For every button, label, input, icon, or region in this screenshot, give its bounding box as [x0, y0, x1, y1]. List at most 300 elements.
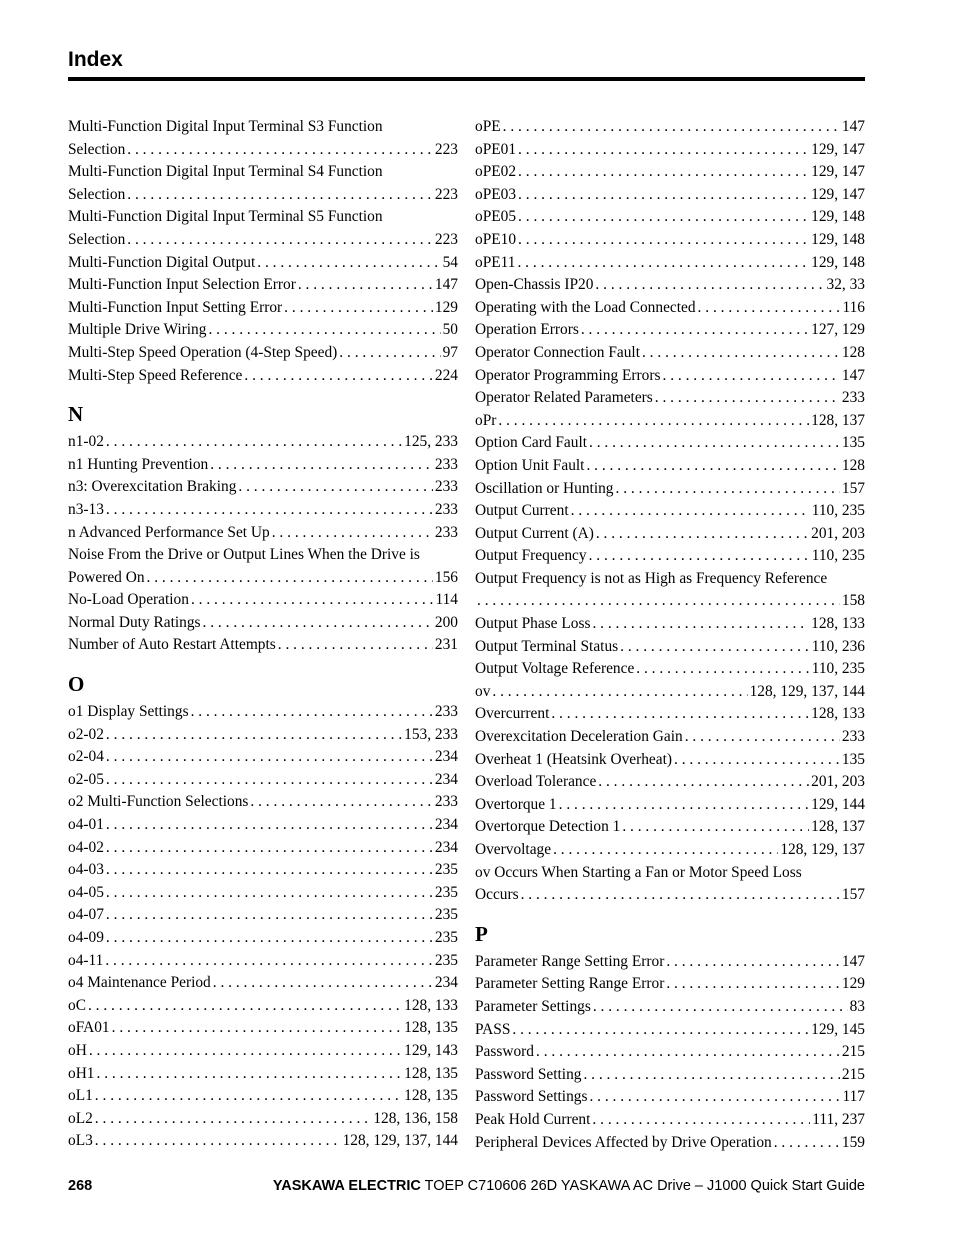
dot-leader — [203, 612, 433, 635]
dot-leader — [498, 410, 809, 433]
dot-leader — [571, 500, 810, 523]
dot-leader — [503, 116, 840, 139]
index-entry-pages: 223 — [434, 140, 458, 158]
dot-leader — [774, 1132, 840, 1155]
index-entry-term: oFA01 — [68, 1019, 110, 1037]
index-entry-pages: 128, 133 — [404, 996, 458, 1014]
index-entry-term: Multi-Function Input Setting Error — [68, 298, 283, 316]
dot-leader — [284, 297, 433, 320]
dot-leader — [250, 791, 433, 814]
index-entry — [475, 478, 865, 501]
dot-leader — [551, 703, 809, 726]
index-entry-pages: 128, 137 — [811, 818, 865, 836]
dot-leader — [642, 342, 840, 365]
dot-leader — [559, 794, 809, 817]
index-entry — [475, 1019, 865, 1042]
index-entry-term: o4-09 — [68, 929, 104, 946]
index-entry — [475, 996, 865, 1019]
index-entry — [68, 904, 458, 927]
index-entry-pages: 128 — [841, 456, 865, 474]
index-entry-pages: 110, 235 — [811, 660, 865, 678]
index-entry-pages: 215 — [841, 1065, 865, 1083]
dot-leader — [517, 252, 809, 275]
dot-leader — [622, 816, 809, 839]
dot-leader — [106, 499, 433, 522]
index-entry-pages: 128, 129, 137 — [780, 841, 865, 858]
index-entry — [475, 116, 865, 139]
index-entry-term: Password — [475, 1043, 534, 1061]
index-entry-pages: 233 — [434, 793, 458, 811]
index-entry-term: Selection — [68, 185, 126, 203]
index-entry — [475, 568, 865, 613]
dot-leader — [257, 252, 440, 275]
index-entry — [475, 1109, 865, 1132]
index-entry-pages: 223 — [434, 230, 458, 248]
index-entry-term: Output Voltage Reference — [475, 660, 635, 678]
index-entry — [68, 791, 458, 814]
index-entry-term: No-Load Operation — [68, 591, 189, 609]
index-entry-term: Password Settings — [475, 1088, 588, 1106]
index-entry-pages: 233 — [841, 728, 865, 746]
index-entry-pages: 129, 145 — [811, 1020, 865, 1038]
dot-leader — [655, 387, 840, 410]
dot-leader — [127, 229, 433, 252]
index-entry-term: oPE11 — [475, 253, 516, 271]
index-entry-pages: 127, 129 — [811, 321, 865, 339]
dot-leader — [518, 161, 809, 184]
index-entry-pages: 128, 135 — [404, 1064, 458, 1082]
index-entry-term-line: Output Frequency is not as High as Frequency Reference — [475, 569, 828, 587]
index-entry-term-line: Noise From the Drive or Output Lines When the Drive is — [68, 546, 420, 564]
dot-leader — [88, 995, 402, 1018]
dot-leader — [106, 882, 433, 905]
index-entry-pages: 156 — [434, 568, 458, 586]
index-entry — [475, 500, 865, 523]
dot-leader — [620, 636, 810, 659]
index-entry — [475, 297, 865, 320]
index-entry-pages: 233 — [434, 500, 458, 518]
index-section-letter: P — [475, 921, 488, 946]
dot-leader — [663, 365, 840, 388]
dot-leader — [592, 613, 809, 636]
index-entry-pages: 117 — [842, 1088, 865, 1106]
dot-leader — [518, 139, 809, 162]
index-entry — [475, 161, 865, 184]
index-entry-term-line: ov Occurs When Starting a Fan or Motor Speed Loss — [475, 863, 802, 881]
index-entry-term: Output Current — [475, 502, 569, 520]
index-entry-term: oL2 — [68, 1109, 93, 1127]
index-entry — [475, 229, 865, 252]
dot-leader — [666, 951, 840, 974]
index-entry-pages: 235 — [434, 861, 458, 879]
index-entry — [475, 455, 865, 478]
dot-leader — [583, 1064, 839, 1087]
index-entry-term: Parameter Range Setting Error — [475, 952, 665, 970]
dot-leader — [666, 973, 840, 996]
index-entry-pages: 97 — [442, 343, 458, 361]
index-entry-pages: 110, 236 — [811, 637, 865, 655]
index-entry-pages: 233 — [841, 389, 865, 407]
dot-leader — [244, 365, 433, 388]
dot-leader — [492, 681, 747, 704]
index-entry-pages: 128, 133 — [811, 615, 865, 633]
index-entry — [475, 432, 865, 455]
index-entry — [475, 206, 865, 229]
index-entry — [475, 973, 865, 996]
index-entry-term: Output Terminal Status — [475, 637, 619, 655]
index-entry-pages: 234 — [434, 748, 458, 766]
dot-leader — [127, 184, 433, 207]
index-entry — [475, 703, 865, 726]
index-entry — [68, 882, 458, 905]
dot-leader — [685, 726, 840, 749]
index-entry-pages: 128, 129, 137, 144 — [749, 682, 865, 700]
index-section-letter: N — [68, 402, 84, 427]
index-entry-term: oL3 — [68, 1132, 93, 1150]
index-entry — [475, 1064, 865, 1087]
index-entry-pages: 116 — [842, 298, 865, 316]
index-entry-term: o1 Display Settings — [68, 703, 189, 721]
index-entry-pages: 128, 133 — [811, 705, 865, 723]
index-entry-term: o4-03 — [68, 861, 104, 879]
index-entry-term: oPE05 — [475, 208, 517, 226]
dot-leader — [518, 229, 809, 252]
index-entry-term: Powered On — [68, 568, 145, 586]
index-entry-pages: 129 — [841, 975, 865, 993]
dot-leader — [112, 1017, 403, 1040]
dot-leader — [521, 884, 840, 907]
index-entry-term: Overload Tolerance — [475, 773, 597, 791]
index-entry-pages: 201, 203 — [811, 773, 865, 791]
index-entry — [68, 1063, 458, 1086]
dot-leader — [595, 274, 824, 297]
dot-leader — [536, 1041, 840, 1064]
index-entry-pages: 201, 203 — [811, 524, 865, 542]
dot-leader — [553, 839, 778, 862]
index-entry-pages: 129, 148 — [811, 230, 865, 248]
index-entry-term: Overcurrent — [475, 705, 550, 723]
index-entry — [475, 771, 865, 794]
index-entry-pages: 157 — [841, 886, 865, 904]
index-section-letter: O — [68, 672, 85, 697]
index-entry — [475, 387, 865, 410]
index-entry-pages: 129, 147 — [811, 140, 865, 158]
index-entry — [68, 365, 458, 388]
dot-leader — [298, 274, 433, 297]
index-entry — [68, 972, 458, 995]
index-entry-term: oPE03 — [475, 185, 517, 203]
index-entry — [68, 1040, 458, 1063]
index-entry-pages: 234 — [434, 838, 458, 856]
index-entry-term: o2 Multi-Function Selections — [68, 793, 249, 811]
index-entry — [475, 545, 865, 568]
dot-leader — [238, 476, 433, 499]
index-entry-pages: 147 — [841, 366, 865, 384]
index-entry — [475, 1086, 865, 1109]
index-entry-term: Overtorque Detection 1 — [475, 818, 621, 836]
index-entry-pages: 215 — [841, 1043, 865, 1061]
index-entry — [475, 951, 865, 974]
dot-leader — [586, 455, 839, 478]
index-entry-term: Multi-Step Speed Reference — [68, 366, 243, 384]
dot-leader — [616, 478, 840, 501]
index-entry-pages: 233 — [434, 523, 458, 541]
dot-leader — [598, 771, 809, 794]
index-entry-term: PASS — [475, 1020, 511, 1038]
index-entry — [475, 1132, 865, 1155]
index-entry — [68, 814, 458, 837]
index-entry-pages: 129, 147 — [811, 163, 865, 181]
dot-leader — [106, 746, 433, 769]
index-entry — [68, 950, 458, 973]
dot-leader — [191, 589, 434, 612]
index-entry — [475, 523, 865, 546]
index-entry-pages: 32, 33 — [826, 276, 865, 294]
index-entry-pages: 83 — [849, 997, 865, 1015]
dot-leader — [95, 1108, 372, 1131]
index-entry-term-line: Multi-Function Digital Input Terminal S5 Function — [68, 208, 383, 226]
dot-leader — [213, 972, 433, 995]
index-entry — [68, 837, 458, 860]
index-entry — [475, 613, 865, 636]
index-entry-pages: 234 — [434, 816, 458, 834]
dot-leader — [477, 590, 840, 613]
index-entry-term: o2-05 — [68, 770, 104, 788]
dot-leader — [191, 701, 433, 724]
index-entry — [475, 862, 865, 907]
index-entry-term: Operator Programming Errors — [475, 366, 661, 384]
index-entry-pages: 158 — [841, 592, 865, 610]
dot-leader — [106, 837, 433, 860]
index-entry-pages: 125, 233 — [404, 433, 458, 451]
dot-leader — [272, 522, 433, 545]
index-entry-term: Operation Errors — [475, 321, 579, 339]
dot-leader — [512, 1019, 809, 1042]
dot-leader — [589, 1086, 840, 1109]
index-entry-term: Option Unit Fault — [475, 456, 585, 474]
index-entry — [68, 769, 458, 792]
index-entry — [68, 522, 458, 545]
index-entry-term: Overexcitation Deceleration Gain — [475, 728, 683, 746]
index-entry-term: Normal Duty Ratings — [68, 613, 201, 631]
index-entry — [68, 544, 458, 589]
index-entry-term: Number of Auto Restart Attempts — [68, 636, 276, 654]
index-entry-term: o4-01 — [68, 816, 104, 834]
index-entry-term: Operator Related Parameters — [475, 389, 653, 407]
index-entry — [475, 365, 865, 388]
index-entry-term: Open-Chassis IP20 — [475, 276, 594, 294]
index-entry-pages: 235 — [434, 929, 458, 946]
index-entry-term: Output Frequency — [475, 547, 587, 565]
index-entry — [68, 1017, 458, 1040]
index-entry-pages: 135 — [841, 434, 865, 452]
index-entry — [68, 454, 458, 477]
index-entry-pages: 147 — [841, 952, 865, 970]
dot-leader — [674, 749, 840, 772]
index-entry — [475, 839, 865, 862]
index-entry — [68, 1085, 458, 1108]
dot-leader — [105, 950, 433, 973]
index-entry-pages: 129, 143 — [404, 1041, 458, 1059]
index-entry-pages: 233 — [434, 455, 458, 473]
dot-leader — [106, 769, 433, 792]
index-entry-pages: 231 — [434, 636, 458, 654]
index-entry-pages: 128, 129, 137, 144 — [342, 1132, 458, 1150]
index-entry — [68, 1108, 458, 1131]
index-entry-term: Multiple Drive Wiring — [68, 321, 207, 339]
index-entry — [475, 184, 865, 207]
index-entry-pages: 234 — [434, 770, 458, 788]
index-entry — [68, 634, 458, 657]
index-entry — [68, 701, 458, 724]
index-entry — [68, 476, 458, 499]
dot-leader — [210, 454, 433, 477]
dot-leader — [89, 1040, 402, 1063]
index-entry-term: Multi-Function Digital Output — [68, 253, 256, 271]
index-entry-pages: 50 — [442, 321, 458, 339]
dot-leader — [518, 206, 809, 229]
index-entry — [68, 927, 458, 950]
dot-leader — [127, 139, 433, 162]
index-entry-term: Parameter Setting Range Error — [475, 975, 665, 993]
dot-leader — [106, 724, 402, 747]
index-entry-pages: 129, 147 — [811, 185, 865, 203]
footer-company: YASKAWA ELECTRIC — [272, 1178, 421, 1194]
dot-leader — [592, 1109, 810, 1132]
index-entry-pages: 114 — [435, 591, 458, 609]
page-title: Index — [68, 48, 123, 71]
index-entry — [68, 995, 458, 1018]
index-entry — [68, 724, 458, 747]
index-entry-pages: 200 — [434, 613, 458, 631]
index-entry-pages: 129, 144 — [811, 795, 865, 813]
index-entry-term: n1 Hunting Prevention — [68, 455, 209, 473]
index-entry-pages: 223 — [434, 185, 458, 203]
dot-leader — [95, 1085, 402, 1108]
index-entry — [68, 589, 458, 612]
index-entry-pages: 128, 136, 158 — [373, 1109, 458, 1127]
dot-leader — [208, 319, 440, 342]
index-entry-pages: 128 — [841, 343, 865, 361]
index-entry-pages: 234 — [434, 974, 458, 992]
index-entry — [68, 274, 458, 297]
index-entry — [475, 274, 865, 297]
index-entry — [68, 1130, 458, 1153]
index-entry-term: oPE — [475, 118, 501, 135]
index-entry — [68, 499, 458, 522]
index-entry-term: oPr — [475, 411, 497, 429]
dot-leader — [518, 184, 809, 207]
index-entry-term: Occurs — [475, 886, 519, 904]
dot-leader — [589, 432, 840, 455]
index-entry-term: n3: Overexcitation Braking — [68, 478, 237, 496]
index-entry — [475, 1041, 865, 1064]
index-entry-term: Overtorque 1 — [475, 795, 557, 813]
index-entry-pages: 110, 235 — [811, 502, 865, 520]
title-rule — [68, 77, 865, 81]
dot-leader — [147, 567, 433, 590]
dot-leader — [97, 1063, 403, 1086]
index-entry-term: oC — [68, 996, 86, 1014]
index-entry-term: ov — [475, 682, 491, 700]
index-entry-term: o4-11 — [68, 951, 104, 969]
index-entry-pages: 235 — [434, 906, 458, 924]
dot-leader — [106, 904, 433, 927]
index-entry — [475, 749, 865, 772]
index-entry-term: Selection — [68, 230, 126, 248]
index-entry-term: Overheat 1 (Heatsink Overheat) — [475, 750, 672, 768]
dot-leader — [593, 996, 848, 1019]
index-entry-pages: 235 — [434, 951, 458, 969]
index-entry — [68, 431, 458, 454]
dot-leader — [106, 431, 402, 454]
index-entry-pages: 235 — [434, 883, 458, 901]
index-entry-pages: 128, 137 — [811, 411, 865, 429]
index-entry — [475, 636, 865, 659]
index-entry-pages: 128, 135 — [404, 1019, 458, 1037]
dot-leader — [106, 927, 433, 950]
index-entry-term: Oscillation or Hunting — [475, 479, 614, 497]
dot-leader — [339, 342, 440, 365]
index-entry — [68, 252, 458, 275]
index-entry-term: Peak Hold Current — [475, 1110, 591, 1128]
index-entry — [475, 794, 865, 817]
index-entry-pages: 159 — [841, 1133, 865, 1151]
index-entry — [475, 252, 865, 275]
index-entry-pages: 135 — [841, 750, 865, 768]
index-entry-term: n1-02 — [68, 433, 104, 451]
index-entry — [68, 319, 458, 342]
dot-leader — [581, 319, 809, 342]
index-entry-term: Multi-Step Speed Operation (4-Step Speed) — [68, 343, 338, 361]
index-entry — [68, 116, 458, 161]
dot-leader — [278, 634, 433, 657]
index-entry-term: o4-02 — [68, 838, 104, 856]
index-entry-term: o4-07 — [68, 906, 104, 924]
index-entry-term: Operating with the Load Connected — [475, 298, 696, 316]
footer-doc-title: TOEP C710606 26D YASKAWA AC Drive – J1000 Quick Start Guide — [420, 1178, 865, 1194]
index-entry-term: oPE01 — [475, 140, 517, 158]
dot-leader — [106, 859, 433, 882]
index-entry-term: o4 Maintenance Period — [68, 974, 211, 992]
index-entry-term-line: Multi-Function Digital Input Terminal S3 Function — [68, 118, 383, 135]
index-entry — [68, 206, 458, 251]
index-entry-term: Operator Connection Fault — [475, 343, 640, 361]
dot-leader — [596, 523, 809, 546]
index-entry — [475, 658, 865, 681]
index-entry-term: Password Setting — [475, 1065, 582, 1083]
index-entry-pages: 233 — [434, 703, 458, 721]
index-entry-pages: 147 — [841, 118, 865, 135]
index-entry-pages: 129 — [434, 298, 458, 316]
index-entry — [68, 612, 458, 635]
index-entry-term: n Advanced Performance Set Up — [68, 523, 270, 541]
dot-leader — [636, 658, 809, 681]
index-entry-term: Selection — [68, 140, 126, 158]
index-entry-term: oPE10 — [475, 230, 517, 248]
index-entry — [68, 342, 458, 365]
index-entry-term: oH — [68, 1041, 87, 1059]
index-entry — [68, 859, 458, 882]
dot-leader — [95, 1130, 341, 1153]
index-entry-term: o2-04 — [68, 748, 104, 766]
index-entry-pages: 129, 148 — [811, 253, 865, 271]
index-entry-term: oPE02 — [475, 163, 517, 181]
dot-leader — [698, 297, 841, 320]
index-entry — [475, 816, 865, 839]
index-entry-term: Peripheral Devices Affected by Drive Operation — [475, 1133, 772, 1151]
index-entry-term: oH1 — [68, 1064, 95, 1082]
